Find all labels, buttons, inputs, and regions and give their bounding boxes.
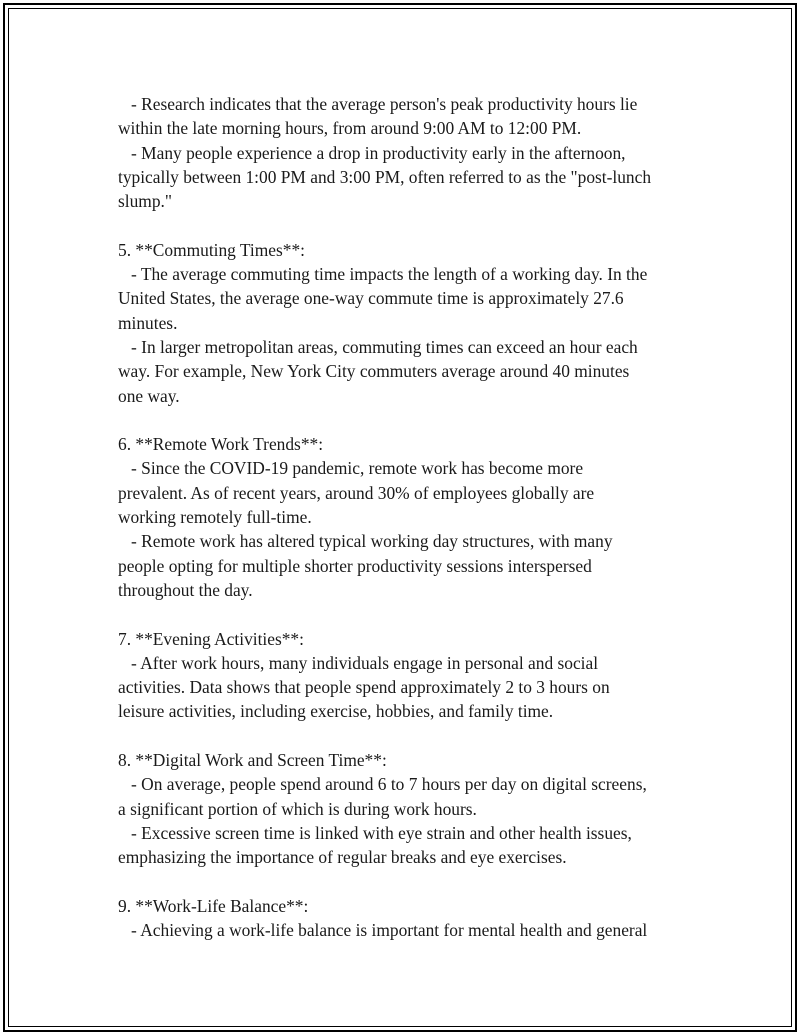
text-line: - In larger metropolitan areas, commuting times can exceed an hour each: [118, 336, 638, 357]
text-line: emphasizing the importance of regular breaks and eye exercises.: [118, 847, 567, 868]
section-heading: 5. **Commuting Times**:: [118, 239, 305, 260]
text-line: - The average commuting time impacts the length of a working day. In the: [118, 264, 648, 285]
blank-line: [118, 213, 693, 237]
text-line: activities. Data shows that people spend approximately 2 to 3 hours on: [118, 677, 610, 698]
text-line: minutes.: [118, 312, 178, 333]
text-line: - Achieving a work-life balance is important for mental health and general: [118, 920, 648, 941]
text-line: - Since the COVID-19 pandemic, remote work has become more: [118, 458, 584, 479]
text-line: working remotely full-time.: [118, 507, 312, 528]
blank-line: [118, 602, 693, 626]
text-line: - Excessive screen time is linked with eye strain and other health issues,: [118, 822, 632, 843]
text-line: - After work hours, many individuals engage in personal and social: [118, 652, 599, 673]
text-line: a significant portion of which is during work hours.: [118, 798, 477, 819]
text-line: - Many people experience a drop in productivity early in the afternoon,: [118, 142, 626, 163]
blank-line: [118, 724, 693, 748]
text-line: typically between 1:00 PM and 3:00 PM, often referred to as the "post-lunch: [118, 166, 652, 187]
document-body: [118, 92, 693, 942]
text-line: way. For example, New York City commuters average around 40 minutes: [118, 361, 630, 382]
text-line: prevalent. As of recent years, around 30% of employees globally are: [118, 482, 595, 503]
text-line: United States, the average one-way commute time is approximately 27.6: [118, 288, 624, 309]
blank-line: [118, 870, 693, 894]
text-line: people opting for multiple shorter productivity sessions interspersed: [118, 555, 592, 576]
blank-line: [118, 408, 693, 432]
text-line: leisure activities, including exercise, hobbies, and family time.: [118, 701, 554, 722]
section-heading: 9. **Work-Life Balance**:: [118, 895, 309, 916]
section-heading: 7. **Evening Activities**:: [118, 628, 304, 649]
text-line: - Research indicates that the average person's peak productivity hours lie: [118, 94, 638, 114]
section-heading: 8. **Digital Work and Screen Time**:: [118, 750, 387, 771]
text-line: - Remote work has altered typical working day structures, with many: [118, 531, 613, 552]
text-line: slump.": [118, 191, 172, 212]
section-heading: 6. **Remote Work Trends**:: [118, 434, 324, 455]
text-line: throughout the day.: [118, 579, 253, 600]
text-line: within the late morning hours, from around 9:00 AM to 12:00 PM.: [118, 118, 582, 139]
text-line: - On average, people spend around 6 to 7 hours per day on digital screens,: [118, 774, 647, 795]
text-line: one way.: [118, 385, 180, 406]
